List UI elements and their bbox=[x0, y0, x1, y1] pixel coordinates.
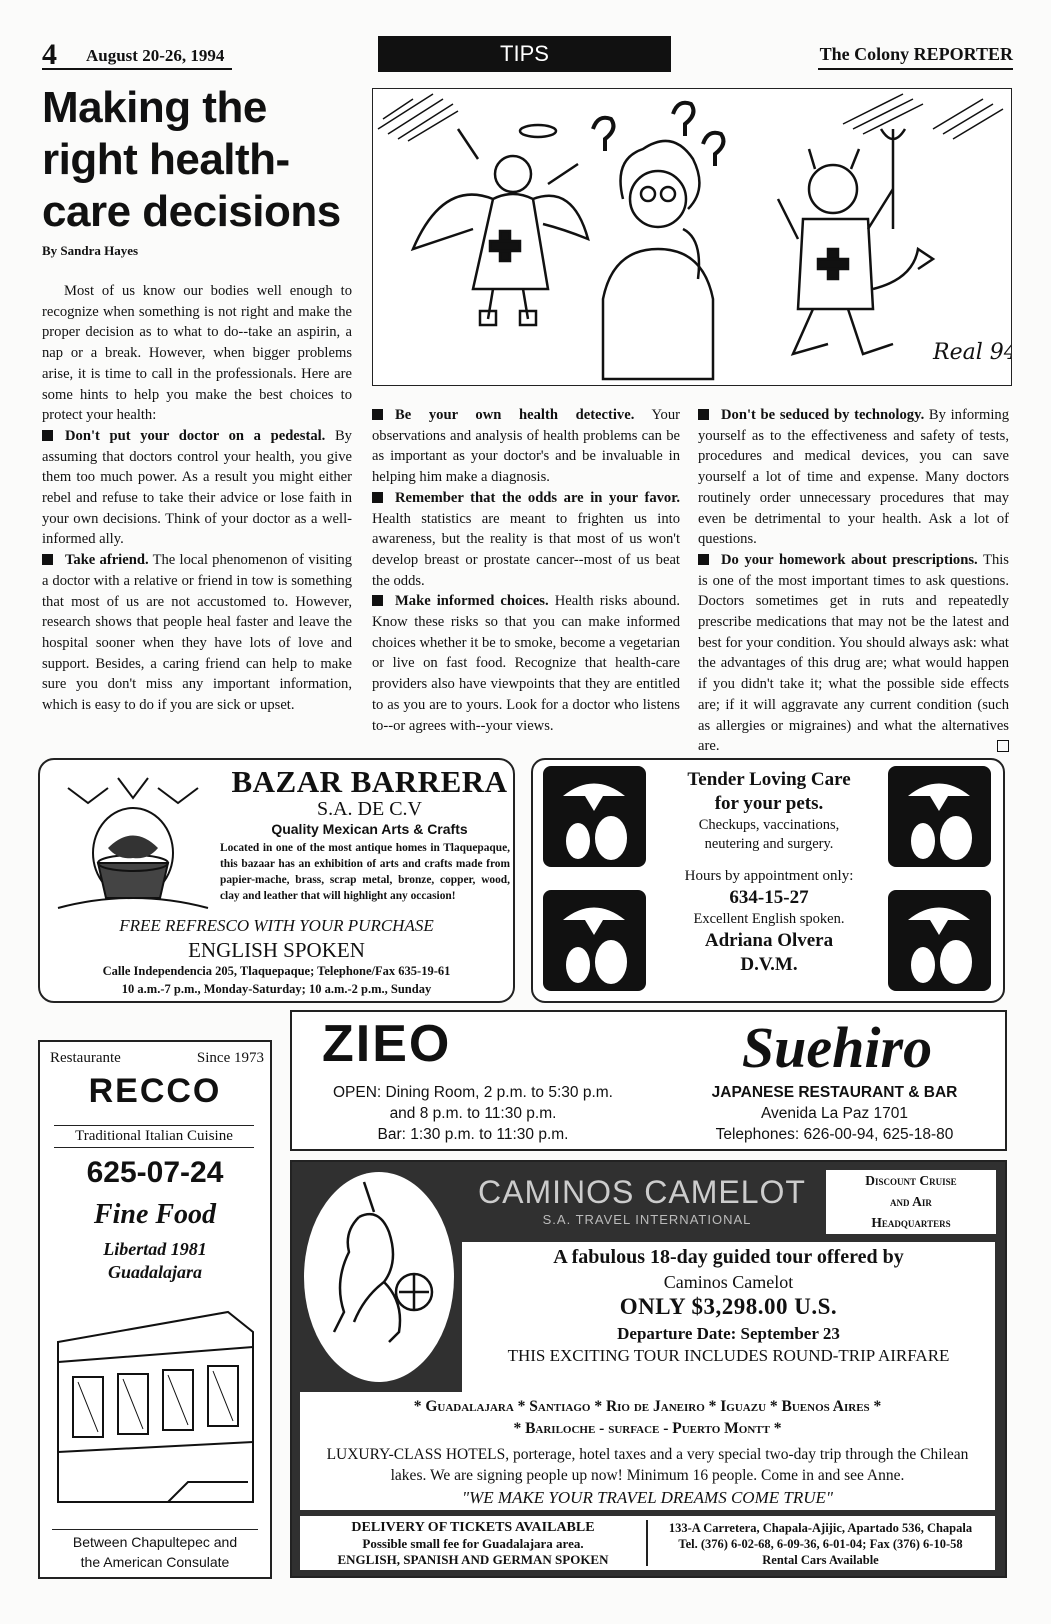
recco-location bbox=[52, 1529, 258, 1572]
recco-since: Since 1973 bbox=[196, 1050, 264, 1066]
tip-3-body: Your observations and analysis of health problems can be as important as your doctor's and be invaluable in helping him make a diagnosis. bbox=[372, 407, 680, 486]
pet-silhouette-icon bbox=[888, 766, 991, 867]
suehiro-logo: Suehiro bbox=[741, 1015, 933, 1080]
header-rule-left bbox=[42, 68, 232, 70]
recco-address-1: Libertad 1981 bbox=[103, 1239, 207, 1259]
pet-silhouette-icon bbox=[888, 890, 991, 991]
paper-name: The Colony REPORTER bbox=[819, 44, 1013, 64]
ad-suehiro bbox=[290, 1010, 1007, 1151]
recco-location-2: the American Consulate bbox=[80, 1554, 230, 1570]
tip-5-heading: Make informed choices. bbox=[395, 593, 549, 610]
bazar-hours: 10 a.m.-7 p.m., Monday-Saturday; 10 a.m.-2 p.m., Sunday bbox=[121, 982, 432, 996]
suehiro-type: JAPANESE RESTAURANT & BAR bbox=[711, 1084, 958, 1101]
suehiro-address: Avenida La Paz 1701 bbox=[760, 1105, 909, 1122]
article-headline: Making the right health-care decisions bbox=[42, 83, 341, 236]
camelot-delivery-1: DELIVERY OF TICKETS AVAILABLE bbox=[351, 1520, 595, 1535]
pet-silhouette-icon bbox=[543, 766, 646, 867]
article-column-2 bbox=[372, 405, 680, 736]
bazar-english: ENGLISH SPOKEN bbox=[188, 938, 365, 962]
vet-hours-label: Hours by appointment only: bbox=[684, 868, 854, 884]
camelot-departure: Departure Date: September 23 bbox=[617, 1324, 840, 1343]
bazar-tagline: Quality Mexican Arts & Crafts bbox=[271, 821, 468, 837]
cartoon-drawing bbox=[373, 89, 1011, 385]
suehiro-japanese-logo: ZIEO bbox=[322, 1015, 452, 1073]
suehiro-info bbox=[677, 1082, 992, 1145]
recco-phone: 625-07-24 bbox=[86, 1156, 224, 1189]
building-illustration-icon bbox=[48, 1302, 262, 1507]
bullet-icon bbox=[372, 595, 383, 606]
unicorn-oval bbox=[304, 1172, 454, 1382]
vet-name: Adriana Olvera bbox=[704, 930, 834, 951]
basket-illustration-icon bbox=[48, 768, 218, 918]
bazar-address: Calle Independencia 205, Tlaquepaque; Telephone/Fax 635-19-61 bbox=[102, 964, 451, 978]
bazar-description: Located in one of the most antique homes in Tlaquepaque, this bazaar has an exhibition of arts and crafts made from papier-mache, brass, scrap metal, bronze, copper, wood, clay and leather that will highlight any occasion! bbox=[220, 842, 510, 902]
section-banner: TIPS bbox=[378, 36, 671, 72]
bullet-icon bbox=[42, 554, 53, 565]
camelot-cities-2: * Bariloche - surface - Puerto Montt * bbox=[513, 1420, 782, 1437]
vet-english: Excellent English spoken. bbox=[693, 911, 845, 927]
recco-location-1: Between Chapultepec and bbox=[72, 1534, 238, 1550]
vet-phone: 634-15-27 bbox=[729, 887, 809, 908]
bullet-icon bbox=[372, 409, 383, 420]
bazar-free-offer: FREE REFRESCO WITH YOUR PURCHASE bbox=[119, 916, 434, 935]
recco-top-line bbox=[50, 1050, 264, 1067]
tip-2-body: The local phenomenon of visiting a doctor with a relative or friend in tow is something that most of us are not accustomed to. However, research shows that people heal faster and leave the hospital sooner when they have lots of love and support. Besides, a caring friend can help to make sure you don't miss any important information, which is easy to do if you are sick or upset. bbox=[42, 552, 352, 714]
hatch-cloud-right bbox=[843, 94, 1003, 139]
article-column-3 bbox=[698, 405, 1009, 757]
camelot-price: ONLY $3,298.00 U.S. bbox=[619, 1294, 838, 1319]
tip-1-heading: Don't put your doctor on a pedestal. bbox=[65, 427, 326, 444]
unicorn-icon bbox=[304, 1172, 454, 1382]
bullet-icon bbox=[372, 492, 383, 503]
vet-services: Checkups, vaccinations, neutering and surgery. bbox=[698, 817, 840, 852]
recco-logo: RECCO bbox=[88, 1072, 222, 1110]
recco-address-2: Guadalajara bbox=[107, 1262, 203, 1282]
end-mark-icon bbox=[997, 740, 1009, 752]
tip-4-heading: Remember that the odds are in your favor. bbox=[395, 489, 680, 506]
vet-title-1: Tender Loving Care bbox=[687, 769, 851, 790]
camelot-includes: THIS EXCITING TOUR INCLUDES ROUND-TRIP AIRFARE bbox=[507, 1346, 950, 1365]
article-intro: Most of us know our bodies well enough to recognize when something is not right and make the proper decision as to what to do--take an aspirin, a nap or a break. However, when bigger problems arise, it is time to call in the professionals. Here are some hints to help you make the best choices to protect your health: bbox=[42, 283, 352, 424]
suehiro-hours-1: OPEN: Dining Room, 2 p.m. to 5:30 p.m. bbox=[333, 1084, 613, 1101]
cartoon-illustration bbox=[372, 88, 1012, 386]
cartoon-signature: Real 94 bbox=[933, 340, 1011, 365]
ad-caminos-camelot bbox=[290, 1160, 1007, 1578]
camelot-badge-1: Discount Cruise bbox=[865, 1173, 957, 1188]
camelot-address-2: Tel. (376) 6-02-68, 6-09-36, 6-01-04; Fax (376) 6-10-58 bbox=[678, 1537, 963, 1551]
page-number: 4 bbox=[42, 38, 57, 71]
camelot-badge-3: Headquarters bbox=[871, 1215, 951, 1230]
tip-6-heading: Don't be seduced by technology. bbox=[721, 407, 925, 423]
camelot-badge bbox=[826, 1170, 996, 1234]
camelot-delivery-3: ENGLISH, SPANISH AND GERMAN SPOKEN bbox=[337, 1552, 609, 1567]
article-byline: By Sandra Hayes bbox=[42, 243, 139, 258]
suehiro-phones: Telephones: 626-00-94, 625-18-80 bbox=[715, 1126, 954, 1143]
vet-degree: D.V.M. bbox=[740, 954, 798, 975]
hatch-cloud-left bbox=[378, 94, 458, 141]
recco-cuisine: Traditional Italian Cuisine bbox=[54, 1125, 254, 1148]
camelot-address-1: 133-A Carretera, Chapala-Ajijic, Apartado 536, Chapala bbox=[668, 1521, 973, 1535]
ad-veterinarian bbox=[531, 758, 1005, 1003]
recco-slogan: Fine Food bbox=[93, 1199, 217, 1230]
camelot-delivery bbox=[308, 1520, 638, 1568]
suehiro-hours-2: and 8 p.m. to 11:30 p.m. bbox=[389, 1105, 557, 1122]
camelot-footer bbox=[300, 1516, 995, 1570]
tip-3-heading: Be your own health detective. bbox=[395, 407, 635, 423]
camelot-delivery-2: Possible small fee for Guadalajara area. bbox=[362, 1536, 584, 1551]
header-rule-right bbox=[818, 68, 1013, 70]
tip-7-body: This is one of the most important times to ask questions. Doctors sometimes get in ruts and repeatedly prescribe medications that may not be the latest and best for your condition. You should always ask: what the advantages of this drug are; what would happen if you didn't take it; what the possible side effects are; if it will aggravate any current condition (such as allergies or migraines) and what the alternatives are. bbox=[698, 551, 1009, 755]
camelot-sub: S.A. TRAVEL INTERNATIONAL bbox=[542, 1212, 752, 1227]
bullet-icon bbox=[698, 554, 709, 565]
vet-text-block bbox=[673, 768, 865, 977]
bazar-sub: S.A. DE C.V bbox=[316, 798, 422, 820]
camelot-address-3: Rental Cars Available bbox=[762, 1553, 879, 1567]
bullet-icon bbox=[42, 430, 53, 441]
tip-1-body: By assuming that doctors control your health, you give them too much power. As a result you might either rebel and refuse to take their advice or lose faith in your own decisions. Think of your doctor as a well-informed ally. bbox=[42, 427, 352, 548]
camelot-tour: A fabulous 18-day guided tour offered by bbox=[553, 1246, 904, 1268]
recco-label: Restaurante bbox=[50, 1050, 121, 1066]
camelot-title: CAMINOS CAMELOT bbox=[478, 1174, 806, 1210]
camelot-details-box bbox=[300, 1392, 995, 1510]
question-marks bbox=[593, 103, 723, 166]
bazar-name: BAZAR BARRERA bbox=[231, 764, 508, 799]
camelot-badge-2: and Air bbox=[890, 1194, 932, 1209]
tip-2-heading: Take afriend. bbox=[65, 552, 149, 569]
tip-5-body: Health risks abound. Know these risks so that you can make informed choices whether it be to smoke, become a vegetarian or live on fast food. Recognize that health-care providers also have viewpoints that they are entitled to as you are to yours. Look for a doctor who listens to--or agrees with--your views. bbox=[372, 593, 680, 734]
tip-4-body: Health statistics are meant to frighten us into awareness, but the reality is that most of us won't develop breast or prostate cancer--most of us beat the odds. bbox=[372, 510, 680, 589]
vet-title-2: for your pets. bbox=[714, 793, 824, 814]
camelot-tour-box bbox=[462, 1242, 995, 1392]
article-column-1 bbox=[42, 281, 352, 716]
devil-figure bbox=[778, 129, 933, 354]
camelot-contact bbox=[646, 1520, 993, 1566]
bullet-icon bbox=[698, 409, 709, 420]
tip-7-heading: Do your homework about prescriptions. bbox=[721, 551, 978, 568]
angel-figure bbox=[413, 125, 588, 325]
suehiro-hours bbox=[308, 1082, 638, 1145]
woman-figure bbox=[603, 141, 713, 379]
camelot-by: Caminos Camelot bbox=[663, 1272, 794, 1292]
issue-date: August 20-26, 1994 bbox=[86, 46, 225, 65]
camelot-cities-1: * Guadalajara * Santiago * Rio de Janeiro * Iguazu * Buenos Aires * bbox=[413, 1398, 882, 1415]
pet-silhouette-icon bbox=[543, 890, 646, 991]
camelot-luxury: LUXURY-CLASS HOTELS, porterage, hotel taxes and a very special two-day trip through the Chilean lakes. We are signing people up now! Minimum 16 people. Come in and see Anne. bbox=[326, 1446, 969, 1484]
ad-recco bbox=[38, 1040, 272, 1579]
ad-bazar-barrera bbox=[38, 758, 515, 1003]
tip-6-body: By informing yourself as to the effectiveness and safety of tests, procedures and medical devices, you can save yourself a lot of time and expense. Many doctors routinely order unnecessary procedures that may even be detrimental to your health. Ask a lot of questions. bbox=[698, 407, 1009, 548]
camelot-slogan: "WE MAKE YOUR TRAVEL DREAMS COME TRUE" bbox=[461, 1488, 834, 1507]
suehiro-hours-3: Bar: 1:30 p.m. to 11:30 p.m. bbox=[377, 1126, 569, 1143]
